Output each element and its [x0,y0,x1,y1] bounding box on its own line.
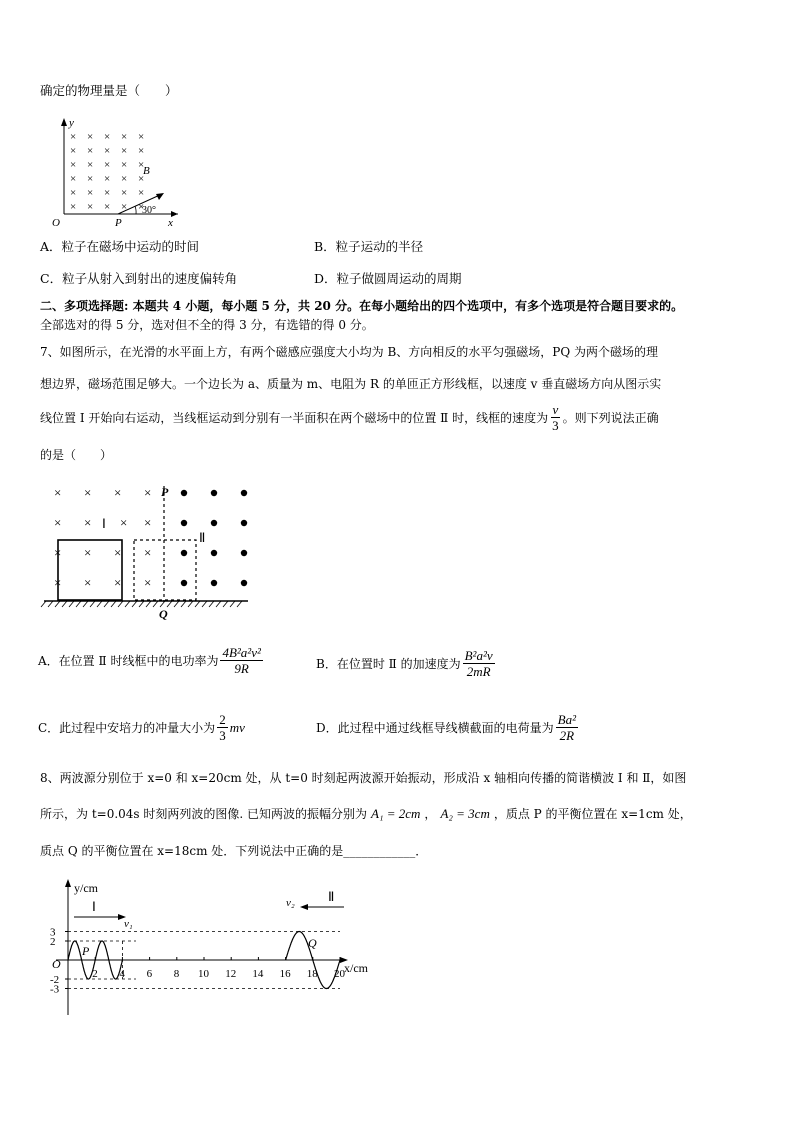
q8-ylabel: y/cm [74,881,98,895]
q8-x-tick-label: 14 [252,968,264,980]
q7-cross-mark: × [144,575,152,590]
q7-hatch-line [202,601,207,607]
q6-cross-mark: × [70,187,77,199]
q7-frac-den: 3 [552,418,559,433]
q6-cross-mark: × [70,201,77,213]
q6-cross-mark: × [87,145,94,157]
q7-cross-field [54,485,151,590]
q7-hatch-line [237,601,242,607]
q7-option-b [316,648,497,679]
q7-hatch-line [97,601,102,607]
q7-option-d [316,712,580,743]
q8-origin: O [52,957,61,971]
q7-line3 [40,402,659,433]
q7-label-q: Q [159,607,168,621]
q8-v2-label: v₂ [286,897,295,909]
q7-hatch-line [48,601,53,607]
q7-hatch-line [209,601,214,607]
q6-cross-mark: × [138,187,145,199]
q7-cross-mark: × [54,515,62,530]
q6-cross-mark: × [87,159,94,171]
q6-cross-mark: × [121,187,128,199]
q7-option-a-num: 4B²a²v² [222,645,261,660]
q7-label-p: P [161,485,169,499]
q7-option-c-fraction [217,712,228,743]
q7-dot-mark [181,580,187,586]
q7-cross-mark: × [120,515,128,530]
q6-cross-mark: × [121,159,128,171]
q6-cross-mark: × [104,145,111,157]
q7-dot-mark [241,550,247,556]
q7-cross-mark: × [84,545,92,560]
q7-option-a-text: A．在位置 Ⅱ 时线框中的电功率为 [38,653,219,668]
q6-cross-mark: × [121,201,128,213]
q8-y-arrow-icon [65,879,71,887]
q7-option-c-text: C．此过程中安培力的冲量大小为 [38,720,216,735]
q7-two-field-figure [40,478,260,628]
q6-angle-label: 30° [142,205,156,216]
q8-x-tick-label: 8 [173,968,180,980]
q7-hatch-line [216,601,221,607]
q7-cross-mark: × [54,545,62,560]
q7-label-position-2: Ⅱ [199,530,206,545]
q7-ground-hatch [41,601,242,607]
q7-dot-field [181,490,247,586]
q7-option-b-text: B．在位置时 Ⅱ 的加速度为 [316,656,461,671]
q8-point-q-label: Q [308,936,317,950]
q6-origin-label: O [52,217,60,229]
q7-line4: 的是（ ） [40,448,113,462]
q8-line3: 质点 Q 的平衡位置在 x=18cm 处．下列说法中正确的是____________． [40,844,428,858]
q6-magnetic-field-figure [44,114,184,232]
q7-hatch-line [76,601,81,607]
q6-axis-x-label: x [168,217,173,229]
q7-cross-mark: × [54,485,62,500]
q7-cross-mark: × [144,545,152,560]
q8-x-tick-label: 6 [146,968,153,980]
q6-cross-mark: × [104,173,111,185]
q8-x-tick-label: 12 [225,968,237,980]
q6-cross-mark: × [87,187,94,199]
q7-hatch-line [230,601,235,607]
q7-option-d-fraction [556,712,578,743]
q7-option-c-tail: mv [229,719,245,735]
q8-amplitude-1: A₁ = 2cm [371,806,421,821]
q7-hatch-line [125,601,130,607]
q7-hatch-line [181,601,186,607]
q7-option-c-den: 3 [219,728,226,743]
q6-cross-mark: × [121,173,128,185]
q7-hatch-line [223,601,228,607]
q8-y-tick-label: 2 [50,936,56,948]
q7-option-a-fraction [220,645,262,676]
q6-cross-mark: × [104,201,111,213]
q6-cross-mark: × [121,131,128,143]
q8-v2-arrow-icon [300,904,308,910]
q6-cross-mark: × [104,187,111,199]
q7-dot-mark [241,580,247,586]
q7-option-d-text: D．此过程中通过线框导线横截面的电荷量为 [316,720,554,735]
q6-y-arrow-icon [61,118,67,126]
q6-cross-mark: × [87,173,94,185]
q7-cross-mark: × [114,575,122,590]
q6-cross-mark: × [70,131,77,143]
q7-dot-mark [181,490,187,496]
q7-dot-mark [211,490,217,496]
q6-point-p-label: P [115,217,122,229]
q7-option-c-num: 2 [219,712,226,727]
q7-hatch-line [139,601,144,607]
q7-hatch-line [55,601,60,607]
q6-cross-mark: × [70,159,77,171]
q6-cross-mark: × [138,159,145,171]
q8-x-tick-label: 16 [279,968,291,980]
q8-point-p-label: P [82,944,90,958]
q7-option-c [38,712,245,743]
q7-hatch-line [111,601,116,607]
q6-cross-mark: × [70,145,77,157]
section2-line2: 全部选对的得 5 分，选对但不全的得 3 分，有选错的得 0 分。 [40,318,374,332]
q8-line2-text: 所示，为 t=0.04s 时刻两列波的图像. 已知两波的振幅分别为 [40,807,368,821]
q8-x-tick-label: 10 [198,968,209,980]
q7-hatch-line [69,601,74,607]
q7-dot-mark [241,490,247,496]
q6-cross-mark: × [138,173,145,185]
q6-cross-mark: × [104,131,111,143]
q7-option-b-den: 2mR [466,664,491,679]
q7-cross-mark: × [144,485,152,500]
q8-y-tick-label: 3 [50,926,56,939]
q8-y-tick-label: -3 [50,983,60,996]
q7-hatch-line [41,601,46,607]
q7-hatch-line [174,601,179,607]
q8-v1-label: v₁ [124,918,133,930]
q8-wave-graph [46,876,386,1026]
q7-cross-mark: × [84,575,92,590]
q7-hatch-line [195,601,200,607]
q7-hatch-line [188,601,193,607]
q8-xlabel: x/cm [344,961,368,975]
q7-hatch-line [153,601,158,607]
q6-option-d: D．粒子做圆周运动的周期 [314,271,462,286]
q8-wave-2-label: Ⅱ [328,889,335,904]
q8-x-tick-label: 2 [92,968,98,980]
q6-cross-mark: × [138,131,145,143]
q7-option-d-num: Ba² [557,712,576,727]
q7-hatch-line [146,601,151,607]
q6-option-a: A．粒子在磁场中运动的时间 [40,239,200,254]
q7-cross-mark: × [84,515,92,530]
q6-cross-mark: × [138,145,145,157]
q6-option-c: C．粒子从射入到射出的速度偏转角 [40,271,238,286]
q8-amplitude-separator: ， [424,807,437,821]
q7-dot-mark [211,520,217,526]
q6-stem-tail: 确定的物理量是（ ） [40,83,178,98]
q7-hatch-line [83,601,88,607]
q6-cross-mark: × [121,145,128,157]
q8-line2-tail: ，质点 P 的平衡位置在 x=1cm 处， [493,807,692,821]
q7-option-b-num: B²a²v [464,648,493,663]
q7-option-a-den: 9R [234,661,249,676]
q8-x-tick-label: 20 [334,968,345,980]
q7-line2: 想边界，磁场范围足够大。一个边长为 a、质量为 m、电阻为 R 的单匝正方形线框，以速度 v 垂直磁场方向从图示实 [40,377,662,391]
q7-dot-mark [211,550,217,556]
q8-y-tick-label: -2 [50,974,60,986]
q6-cross-mark: × [87,131,94,143]
q7-hatch-line [90,601,95,607]
q7-option-b-fraction [463,648,495,679]
q8-wave-1-label: Ⅰ [92,899,96,914]
q8-line2 [40,805,692,823]
q8-x-tick-label: 4 [119,968,125,980]
q7-cross-mark: × [114,485,122,500]
q6-field-b-label: B [143,165,150,177]
q6-axis-y-label: y [69,117,74,129]
q7-hatch-line [118,601,123,607]
q7-cross-mark: × [54,575,62,590]
q8-x-tick-label: 18 [306,968,318,980]
q7-option-d-den: 2R [559,728,575,743]
q6-option-b: B．粒子运动的半径 [314,239,424,254]
q7-hatch-line [104,601,109,607]
q8-amplitude-2: A₂ = 3cm [440,806,490,821]
q7-hatch-line [132,601,137,607]
q7-line1: 7、如图所示，在光滑的水平面上方，有两个磁感应强度大小均为 B、方向相反的水平匀强磁场，PQ 为两个磁场的理 [40,345,658,359]
q6-cross-mark: × [87,201,94,213]
q6-cross-grid [70,131,144,213]
q7-hatch-line [62,601,67,607]
q7-dot-mark [181,550,187,556]
q6-cross-mark: × [104,159,111,171]
q7-dot-mark [181,520,187,526]
q7-option-a [38,645,265,676]
q7-dot-mark [241,520,247,526]
section2-line1: 二、多项选择题: 本题共 4 小题，每小题 5 分，共 20 分。在每小题给出的四个选项中，有多个选项是符合题目要求的。 [40,299,684,313]
q7-cross-mark: × [84,485,92,500]
q7-cross-mark: × [144,515,152,530]
q7-frac-num: v [552,402,559,417]
q7-velocity-fraction [550,402,561,433]
q8-line1: 8、两波源分别位于 x=0 和 x=20cm 处，从 t=0 时刻起两波源开始振动，形成沿 x 轴相向传播的简谐横波 Ⅰ 和 Ⅱ，如图 [40,771,687,785]
q7-line3-text: 线位置 Ⅰ 开始向右运动，当线框运动到分别有一半面积在两个磁场中的位置 Ⅱ 时，线框的速度为 [40,410,549,425]
q7-hatch-line [167,601,172,607]
q7-cross-mark: × [114,545,122,560]
q6-angle-arc [135,206,136,214]
q7-dot-mark [211,580,217,586]
q7-line3-tail: 。则下列说法正确 [562,410,659,425]
q6-cross-mark: × [138,201,145,213]
q6-cross-mark: × [70,173,77,185]
q7-label-position-1: Ⅰ [102,516,106,531]
